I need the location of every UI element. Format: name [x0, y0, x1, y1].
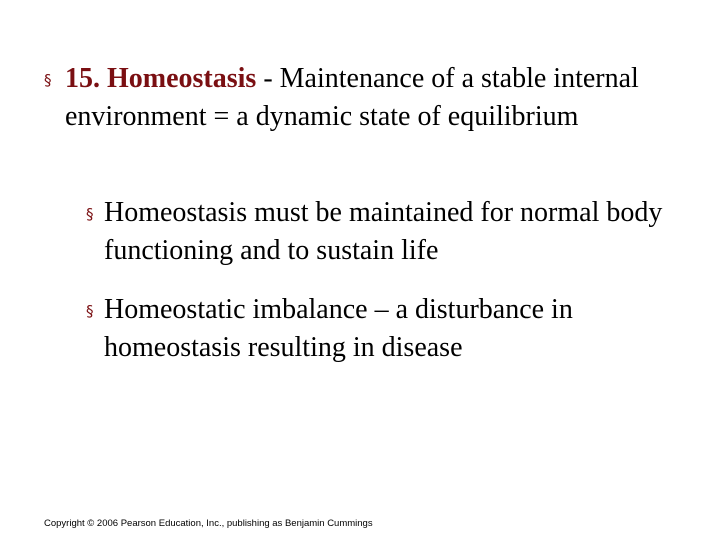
term-heading: 15. Homeostasis — [65, 63, 257, 94]
sub-bullet — [86, 291, 686, 367]
sub-bullet-text: Homeostatic imbalance – a disturbance in homeostasis resulting in disease — [104, 294, 573, 363]
bullet-icon: § — [86, 205, 94, 223]
copyright-footer: Copyright © 2006 Pearson Education, Inc., publishing as Benjamin Cummings — [44, 518, 373, 529]
term-definition: - Maintenance of a stable internal environment = a dynamic state of equilibrium — [65, 63, 639, 132]
sub-bullet-text: Homeostasis must be maintained for normal body functioning and to sustain life — [104, 197, 663, 266]
sub-bullet — [86, 194, 686, 270]
bullet-icon: § — [86, 302, 94, 320]
main-bullet — [44, 60, 684, 136]
main-bullet-text — [65, 60, 665, 136]
bullet-icon: § — [44, 71, 52, 89]
